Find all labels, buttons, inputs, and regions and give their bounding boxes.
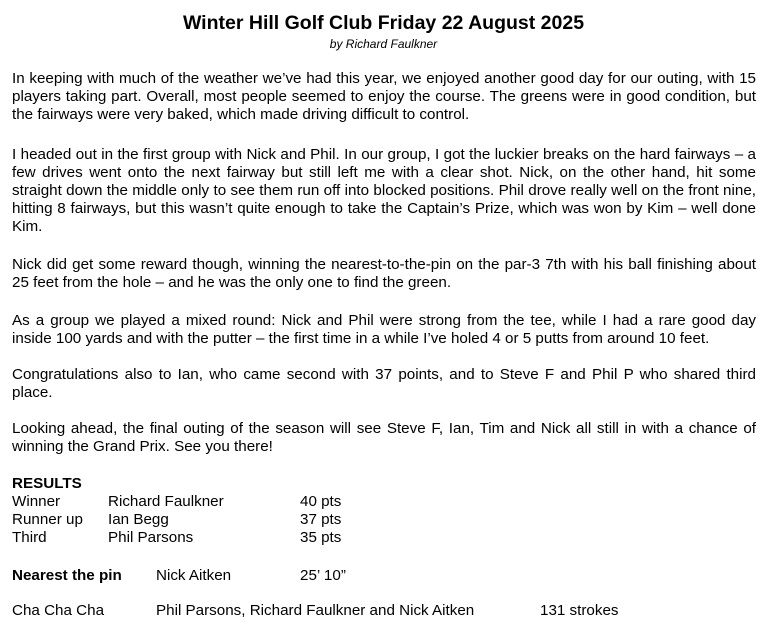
results-player-name: Phil Parsons	[108, 529, 194, 546]
results-score: 35 pts	[300, 529, 342, 546]
paragraph-first-group: I headed out in the first group with Nick and Phil. In our group, I got the luckier breaks on the hard fairways – a few drives went onto the next fairway but still left me with a clear shot. Nick, on the other hand, hit some straight down the middle only to see them run off into blocked positions. Phil drove really well on the front nine, hitting 8 fairways, but this wasn’t quite enough to take the Captain’s Prize, which was won by Kim – well done Kim.	[12, 146, 756, 235]
cha-cha-cha-score: 131 strokes	[540, 602, 619, 619]
results-player-name: Richard Faulkner	[108, 493, 224, 510]
results-heading: RESULTS	[12, 475, 82, 492]
results-position: Winner	[12, 493, 61, 510]
cha-cha-cha-players: Phil Parsons, Richard Faulkner and Nick Aitken	[156, 602, 475, 619]
article-byline: by Richard Faulkner	[329, 37, 438, 51]
results-score: 40 pts	[300, 493, 342, 510]
results-position: Runner up	[12, 511, 83, 528]
paragraph-mixed-round: As a group we played a mixed round: Nick and Phil were strong from the tee, while I had a rare good day inside 100 yards and with the putter – the first time in a while I’ve holed 4 or 5 putts from around 10 feet.	[12, 312, 756, 347]
nearest-pin-distance: 25’ 10”	[300, 567, 346, 584]
results-position: Third	[12, 529, 47, 546]
nearest-pin-player: Nick Aitken	[156, 567, 232, 584]
paragraph-congratulations: Congratulations also to Ian, who came second with 37 points, and to Steve F and Phil P who shared third place.	[12, 366, 756, 401]
cha-cha-cha-label: Cha Cha Cha	[12, 602, 105, 619]
paragraph-nearest-pin: Nick did get some reward though, winning the nearest-to-the-pin on the par-3 7th with his ball finishing about 25 feet from the hole – and he was the only one to find the green.	[12, 256, 756, 291]
nearest-pin-label: Nearest the pin	[12, 567, 122, 584]
paragraph-weather: In keeping with much of the weather we’ve had this year, we enjoyed another good day for our outing, with 15 players taking part. Overall, most people seemed to enjoy the course. The greens were in good condition, but the fairways were very baked, which made driving difficult to control.	[12, 70, 756, 123]
paragraph-looking-ahead: Looking ahead, the final outing of the season will see Steve F, Ian, Tim and Nick all still in with a chance of winning the Grand Prix. See you there!	[12, 420, 756, 455]
results-score: 37 pts	[300, 511, 342, 528]
article-title: Winter Hill Golf Club Friday 22 August 2025	[182, 12, 585, 34]
results-player-name: Ian Begg	[108, 511, 169, 528]
